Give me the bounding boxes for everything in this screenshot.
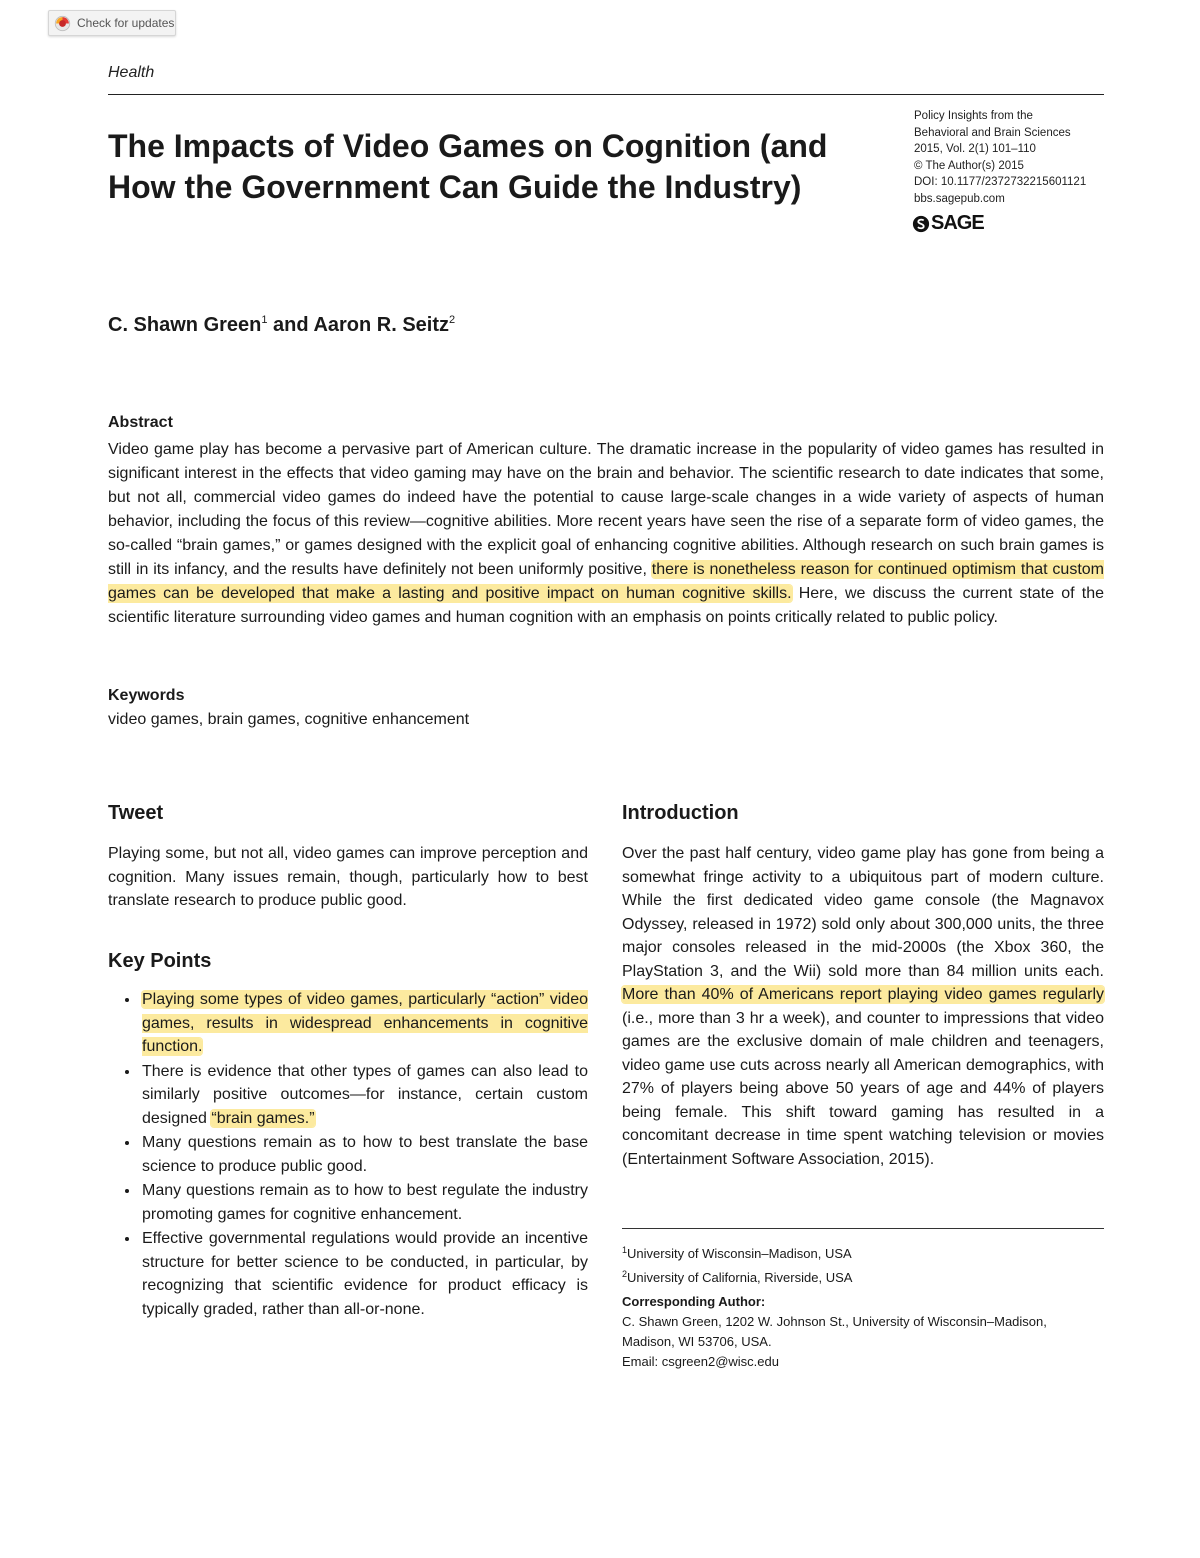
section-label: Health [108,64,155,81]
key-point-3-text: Many questions remain as to how to best translate the base science to produce public good. [142,1134,588,1175]
check-updates-label: Check for updates [77,16,175,30]
journal-url[interactable]: bbs.sagepub.com [914,192,1005,205]
sage-logo-text: SAGE [931,212,984,234]
affiliation-1-marker: 1 [622,1245,628,1255]
journal-name-line1: Policy Insights from the [914,110,1033,122]
abstract-text [108,438,1104,630]
key-point-item [140,1131,588,1178]
key-point-item [140,1227,588,1321]
author-2-affiliation: 2 [449,314,456,326]
footnote-divider [622,1228,1104,1229]
key-points-list [108,988,588,1322]
introduction-text-part2: (i.e., more than 3 hr a week), and counter to impressions that video games are the exclusive domain of male children and teenagers, video game use cuts across nearly all American demographics, with 27% of players being above 50 years of age and 44% of players being female. This shift toward gaming has resulted in a concomitant decrease in time spent watching television or movies (Entertainment Software Association, 2015). [622,1009,1104,1168]
affiliation-2-text: University of California, Riverside, USA [627,1270,853,1285]
corresponding-author [622,1292,1047,1372]
abstract-highlight: there is nonetheless reason for continued optimism that custom games can be developed that make a lasting and positive impact on human cognitive skills. [108,561,1105,602]
key-point-item [140,1060,588,1131]
affiliation-1 [622,1240,852,1264]
article-title: The Impacts of Video Games on Cognition (and How the Government Can Guide the Industry) [108,128,828,205]
affiliation-2 [622,1264,852,1288]
key-point-4-text: Many questions remain as to how to best regulate the industry promoting games for cognitive enhancement. [142,1182,588,1223]
authors [108,314,455,337]
author-1: C. Shawn Green [108,314,262,336]
sage-logo [912,212,984,235]
corresponding-author-label: Corresponding Author: [622,1294,766,1309]
journal-info [914,108,1114,207]
journal-volume: 2015, Vol. 2(1) 101–110 [914,143,1036,155]
email-label: Email: [622,1354,662,1369]
corresponding-author-line1: C. Shawn Green, 1202 W. Johnson St., University of Wisconsin–Madison, [622,1314,1047,1329]
introduction-text-part1: Over the past half century, video game play has gone from being a somewhat fringe activity to a ubiquitous part of modern culture. While the first dedicated video game console (the Magnavox Odyssey, released in 1972) sold only about 300,000 units, the three major consoles released in the mid-2000s (the Xbox 360, the PlayStation 3, and the Wii) sold more than 84 million units each. [622,845,1104,980]
affiliations [622,1240,852,1288]
tweet-heading: Tweet [108,802,164,824]
key-point-item [140,988,588,1059]
journal-copyright: © The Author(s) 2015 [914,159,1024,172]
corresponding-author-line2: Madison, WI 53706, USA. [622,1334,772,1349]
key-point-item [140,1179,588,1226]
introduction-text [622,842,1104,1171]
key-point-2-text: There is evidence that other types of games can also lead to similarly positive outcomes—for instance, certain custom designed [142,1062,588,1127]
introduction-highlight: More than 40% of Americans report playing video games regularly [622,986,1104,1003]
key-points-heading: Key Points [108,950,212,972]
author-1-affiliation: 1 [261,314,268,326]
journal-doi[interactable]: DOI: 10.1177/2372732215601121 [914,176,1087,188]
abstract-text-part1: Video game play has become a pervasive part of American culture. The dramatic increase in the popularity of video games has resulted in significant interest in the effects that video gaming may have on the brain and behavior. The scientific research to date indicates that some, but not all, commercial video games do indeed have the potential to cause large-scale changes in a wide variety of aspects of human behavior, including the focus of this review—cognitive abilities. More recent years have seen the rise of a separate form of video games, the so-called “brain games,” or games designed with the explicit goal of enhancing cognitive abilities. Although research on such brain games is still in its infancy, and the results have definitely not been uniformly positive, [108,441,1104,578]
corresponding-author-email-line [622,1352,1047,1372]
key-point-1-highlight: Playing some types of video games, particularly “action” video games, results in widespread enhancements in cognitive function. [142,991,588,1055]
keywords-text: video games, brain games, cognitive enhancement [108,711,470,728]
abstract-text-part2: Here, we discuss the current state of the scientific literature surrounding video games and human cognition with an emphasis on points critically related to public policy. [108,585,1104,626]
affiliation-1-text: University of Wisconsin–Madison, USA [627,1246,852,1261]
header-divider [108,94,1104,95]
author-2: Aaron R. Seitz [313,314,450,336]
introduction-heading: Introduction [622,802,739,824]
author-connector: and [267,314,314,336]
key-point-5-text: Effective governmental regulations would provide an incentive structure for better science to be conducted, in particular, by recognizing that scientific evidence for product efficacy is typically graded, rather than all-or-none. [142,1230,588,1318]
key-point-2-highlight: “brain games.” [211,1109,315,1127]
tweet-text: Playing some, but not all, video games can improve perception and cognition. Many issues remain, though, particularly how to best translate research to produce public good. [108,845,588,909]
email-link[interactable]: csgreen2@wisc.edu [661,1354,779,1369]
check-for-updates-button[interactable] [48,10,176,36]
journal-name-line2: Behavioral and Brain Sciences [914,126,1071,139]
sage-logo-icon [912,215,930,233]
abstract-heading: Abstract [108,414,173,431]
affiliation-2-marker: 2 [622,1269,628,1279]
keywords-heading: Keywords [108,687,185,704]
check-updates-icon [54,15,71,32]
